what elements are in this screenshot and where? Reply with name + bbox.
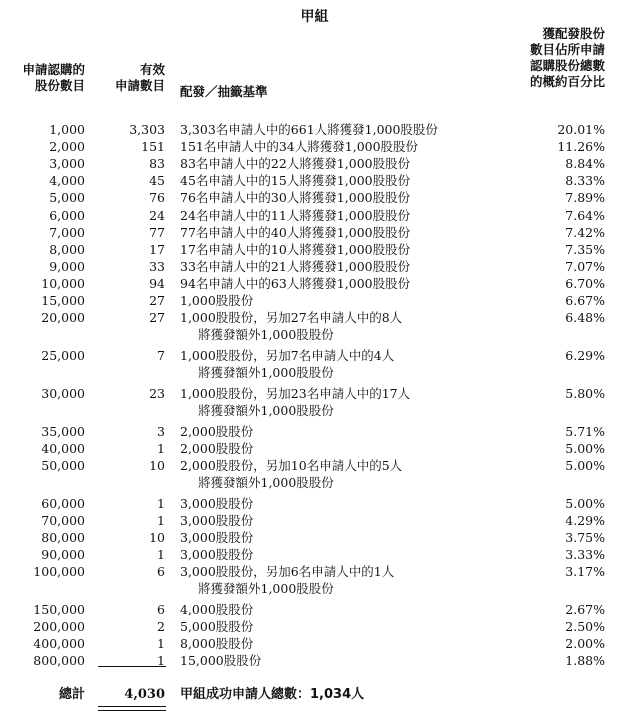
allotment-basis-cell (180, 546, 510, 563)
percentage-cell: 5.00% (565, 457, 605, 473)
total-description: 甲組成功申請人總數：1,034人 (180, 687, 365, 702)
percentage-cell: 6.48% (565, 310, 605, 326)
shares-applied-cell: 35,000 (41, 423, 85, 439)
valid-applications-cell: 33 (149, 258, 165, 274)
allotment-basis-line: 2,000股股份 (180, 423, 254, 439)
shares-applied-cell: 9,000 (49, 258, 85, 274)
percentage-cell: 2.50% (565, 618, 605, 634)
valid-applications-cell: 17 (149, 241, 165, 257)
allotment-basis-line: 將獲發額外1,000股股份 (198, 402, 334, 418)
valid-applications-cell: 1 (157, 546, 165, 562)
valid-applications-cell: 2 (157, 618, 165, 634)
shares-applied-cell: 800,000 (33, 653, 85, 668)
shares-applied-cell: 30,000 (41, 385, 85, 401)
valid-applications-cell: 27 (149, 293, 165, 308)
percentage-cell: 7.42% (565, 224, 605, 240)
allotment-basis-cell (180, 258, 510, 275)
allotment-basis-cell (180, 601, 510, 618)
valid-applications-cell: 7 (157, 347, 165, 363)
valid-applications-cell: 3,303 (129, 122, 165, 137)
percentage-cell: 2.00% (565, 635, 605, 651)
valid-applications-cell: 76 (149, 190, 165, 206)
allotment-basis-cell (180, 347, 510, 381)
percentage-cell: 4.29% (565, 512, 605, 528)
allotment-basis-cell (180, 155, 510, 172)
allotment-basis-line: 3,000股股份 (180, 512, 254, 528)
allotment-basis-cell (180, 121, 510, 138)
valid-applications-cell: 6 (157, 601, 165, 617)
allotment-basis-line: 3,000股股份，另加6名申請人中的1人 (180, 563, 395, 579)
total-double-rule (98, 706, 166, 711)
allotment-basis-cell (180, 172, 510, 189)
allotment-basis-cell (180, 652, 510, 669)
allotment-basis-line: 33名申請人中的21人將獲發1,000股股份 (180, 258, 411, 274)
percentage-cell: 7.89% (565, 190, 605, 206)
allotment-basis-line: 15,000股股份 (180, 653, 262, 668)
allotment-basis-line: 151名申請人中的34人將獲發1,000股股份 (180, 139, 419, 155)
shares-applied-cell: 15,000 (41, 293, 85, 308)
valid-applications-cell: 27 (149, 310, 165, 326)
total-value: 4,030 (124, 687, 165, 702)
allotment-basis-cell (180, 529, 510, 546)
allotment-basis-line: 76名申請人中的30人將獲發1,000股股份 (180, 190, 411, 206)
header-allotment-basis: 配發／抽籤基準 (180, 84, 268, 99)
shares-applied-cell: 7,000 (49, 224, 85, 240)
shares-applied-cell: 150,000 (33, 601, 85, 617)
shares-applied-cell: 25,000 (41, 347, 85, 363)
percentage-cell: 3.33% (565, 546, 605, 562)
allotment-basis-line: 1,000股股份，另加23名申請人中的17人 (180, 385, 411, 401)
allotment-basis-cell (180, 618, 510, 635)
percentage-cell: 11.26% (557, 139, 605, 155)
shares-applied-cell: 50,000 (41, 457, 85, 473)
shares-applied-cell: 4,000 (49, 173, 85, 189)
allotment-basis-line: 2,000股股份 (180, 440, 254, 456)
shares-applied-cell: 90,000 (41, 546, 85, 562)
header-valid-applications: 有效 申請數目 (114, 62, 165, 93)
valid-applications-cell: 6 (157, 563, 165, 579)
allotment-basis-cell (180, 241, 510, 258)
percentage-cell: 7.64% (565, 207, 605, 223)
shares-applied-cell: 70,000 (41, 512, 85, 528)
allotment-basis-line: 77名申請人中的40人將獲發1,000股股份 (180, 224, 411, 240)
percentage-cell: 8.33% (565, 173, 605, 189)
valid-applications-cell: 10 (149, 529, 165, 545)
allotment-basis-line: 1,000股股份，另加27名申請人中的8人 (180, 310, 403, 326)
allotment-basis-line: 3,303名申請人中的661人將獲發1,000股股份 (180, 122, 438, 137)
allotment-basis-cell (180, 189, 510, 206)
percentage-cell: 3.75% (565, 529, 605, 545)
percentage-cell: 5.80% (565, 385, 605, 401)
percentage-cell: 7.07% (565, 258, 605, 274)
valid-applications-cell: 23 (149, 385, 165, 401)
valid-applications-cell: 151 (141, 139, 165, 155)
valid-applications-cell: 24 (149, 207, 165, 223)
allotment-basis-line: 將獲發額外1,000股股份 (198, 327, 334, 343)
allotment-basis-cell (180, 207, 510, 224)
percentage-cell: 6.70% (565, 275, 605, 291)
allotment-basis-line: 1,000股股份 (180, 293, 254, 308)
allotment-basis-line: 將獲發額外1,000股股份 (198, 474, 334, 490)
shares-applied-cell: 1,000 (49, 122, 85, 137)
percentage-cell: 5.71% (565, 423, 605, 439)
valid-applications-cell: 1 (157, 512, 165, 528)
allotment-basis-line: 3,000股股份 (180, 546, 254, 562)
header-shares-applied: 申請認購的 股份數目 (22, 62, 85, 93)
shares-applied-cell: 3,000 (49, 156, 85, 172)
valid-applications-cell: 83 (149, 156, 165, 172)
valid-applications-cell: 1 (157, 440, 165, 456)
allotment-basis-line: 將獲發額外1,000股股份 (198, 580, 334, 596)
allotment-basis-cell (180, 292, 510, 309)
header-approx-percentage: 獲配發股份 數目佔所申請 認購股份總數 的概約百分比 (529, 26, 605, 89)
shares-applied-cell: 6,000 (49, 207, 85, 223)
allotment-basis-cell (180, 635, 510, 652)
shares-applied-cell: 80,000 (41, 529, 85, 545)
valid-applications-cell: 77 (149, 224, 165, 240)
shares-applied-cell: 5,000 (49, 190, 85, 206)
allotment-basis-line: 4,000股股份 (180, 601, 254, 617)
total-label: 總計 (58, 687, 85, 702)
percentage-cell: 8.84% (565, 156, 605, 172)
allotment-basis-line: 5,000股股份 (180, 618, 254, 634)
allotment-basis-line: 45名申請人中的15人將獲發1,000股股份 (180, 173, 411, 189)
shares-applied-cell: 40,000 (41, 440, 85, 456)
allotment-basis-line: 2,000股股份，另加10名申請人中的5人 (180, 457, 403, 473)
valid-applications-cell: 10 (149, 457, 165, 473)
allotment-basis-line: 83名申請人中的22人將獲發1,000股股份 (180, 156, 411, 172)
percentage-cell: 3.17% (565, 563, 605, 579)
valid-applications-cell: 1 (157, 653, 165, 668)
allotment-basis-cell (180, 563, 510, 597)
shares-applied-cell: 8,000 (49, 241, 85, 257)
allotment-basis-cell (180, 440, 510, 457)
allotment-basis-cell (180, 224, 510, 241)
percentage-cell: 5.00% (565, 440, 605, 456)
percentage-cell: 6.67% (565, 293, 605, 308)
allotment-basis-cell (180, 495, 510, 512)
percentage-cell: 1.88% (565, 653, 605, 668)
allotment-basis-cell (180, 457, 510, 491)
percentage-cell: 7.35% (565, 241, 605, 257)
percentage-cell: 2.67% (565, 601, 605, 617)
valid-applications-cell: 94 (149, 275, 165, 291)
allotment-basis-line: 17名申請人中的10人將獲發1,000股股份 (180, 241, 411, 257)
shares-applied-cell: 20,000 (41, 310, 85, 326)
allotment-basis-line: 3,000股股份 (180, 529, 254, 545)
allotment-basis-cell (180, 423, 510, 440)
shares-applied-cell: 400,000 (33, 635, 85, 651)
allotment-basis-line: 1,000股股份，另加7名申請人中的4人 (180, 347, 395, 363)
shares-applied-cell: 100,000 (33, 563, 85, 579)
shares-applied-cell: 200,000 (33, 618, 85, 634)
allotment-basis-line: 94名申請人中的63人將獲發1,000股股份 (180, 275, 411, 291)
percentage-cell: 20.01% (557, 122, 605, 137)
allotment-basis-cell (180, 275, 510, 292)
shares-applied-cell: 2,000 (49, 139, 85, 155)
allotment-basis-line: 3,000股股份 (180, 495, 254, 511)
allotment-basis-line: 24名申請人中的11人將獲發1,000股股份 (180, 207, 411, 223)
allotment-basis-cell (180, 309, 510, 343)
allotment-basis-cell (180, 385, 510, 419)
valid-applications-cell: 3 (157, 423, 165, 439)
allotment-basis-cell (180, 138, 510, 155)
allotment-basis-line: 8,000股股份 (180, 635, 254, 651)
allotment-basis-cell (180, 512, 510, 529)
allotment-basis-line: 將獲發額外1,000股股份 (198, 364, 334, 380)
shares-applied-cell: 10,000 (41, 275, 85, 291)
subtotal-rule (98, 666, 166, 667)
page-title: 甲組 (300, 9, 329, 25)
shares-applied-cell: 60,000 (41, 495, 85, 511)
valid-applications-cell: 1 (157, 635, 165, 651)
percentage-cell: 5.00% (565, 495, 605, 511)
valid-applications-cell: 1 (157, 495, 165, 511)
valid-applications-cell: 45 (149, 173, 165, 189)
percentage-cell: 6.29% (565, 347, 605, 363)
